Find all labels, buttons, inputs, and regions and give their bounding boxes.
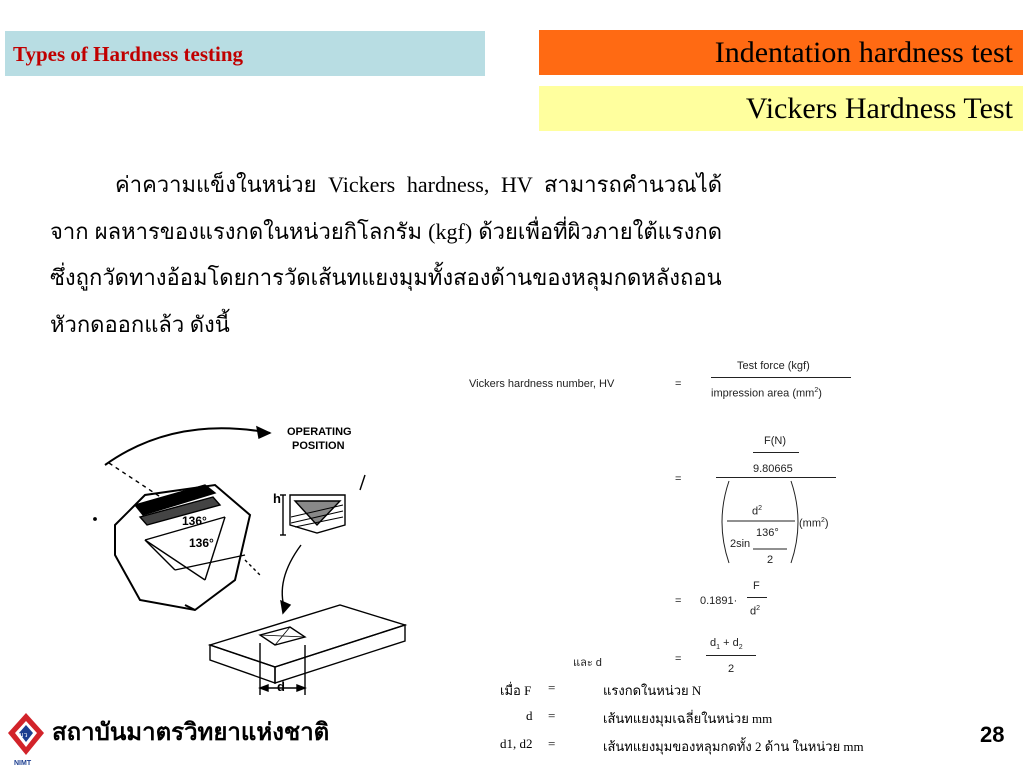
- formula-f4-num: d: [710, 637, 717, 649]
- formula-f1-sup: 2: [814, 387, 819, 394]
- rotation-arc: [105, 428, 270, 465]
- formula-f3-den: d: [750, 605, 757, 618]
- body-paragraph: ค่าความแข็งในหน่วย Vickers hardness, HV สามารถคำนวณได้จาก ผลหารของแรงกดในหน่วยกิโลกรัม (kgf) ด้วยเพื่อที่ผิวภายใต้แรงกด ซึ่งถูกวัดทางอ้อมโดยการวัดเส้นทแยงมุมทั้งสองด้านของหลุมกดหลังถอนหัวกดออกแล้ว ดังนี้: [50, 172, 722, 337]
- formula-f4-bar: [706, 655, 756, 656]
- topic-banner: [539, 30, 1023, 75]
- specimen-top: [210, 605, 405, 667]
- formula-f2-close: ): [824, 517, 829, 530]
- page-number: 28: [980, 722, 1005, 747]
- formula-f2-angle: 136°: [756, 527, 779, 539]
- definition-symbol: d1, d2: [500, 736, 533, 751]
- formula-f2-conv: 9.80665: [753, 463, 793, 475]
- definition-desc: แรงกดในหน่วย N: [603, 683, 702, 698]
- formula-f1-den: impression area (mm: [711, 387, 815, 400]
- hv-formula: [460, 355, 880, 685]
- section-title: Types of Hardness testing: [13, 42, 244, 66]
- h-label: h: [273, 491, 281, 506]
- angle-label-1: 136°: [182, 514, 207, 528]
- formula-f4-den: 2: [728, 663, 735, 675]
- formula-f1-close: ): [818, 387, 822, 400]
- vickers-indenter-diagram: [85, 405, 425, 710]
- definition-eq: =: [548, 680, 556, 695]
- formula-f2-sin: 2sin: [730, 538, 751, 550]
- formula-f3-bar: [747, 597, 767, 598]
- formula-f4-plus: + d: [723, 637, 739, 649]
- logo-text: มว: [19, 731, 28, 739]
- formula-f3-sup: 2: [756, 605, 761, 612]
- formula-f2-two: 2: [767, 554, 774, 566]
- definition-eq: =: [548, 708, 556, 723]
- definition-desc: เส้นทแยงมุมเฉลี่ยในหน่วย mm: [603, 711, 773, 726]
- formula-f2-top: F(N): [764, 435, 786, 447]
- definition-eq: =: [548, 736, 556, 751]
- formula-f2-d: d: [752, 505, 759, 518]
- topic-title: Indentation hardness test: [714, 36, 1013, 69]
- formula-f1-num: Test force (kgf): [737, 360, 810, 372]
- formula-lhs: Vickers hardness number, HV: [469, 378, 615, 390]
- d-label: d: [277, 679, 285, 694]
- angle-label-2: 136°: [189, 536, 214, 550]
- formula-f2-d-sup: 2: [758, 505, 763, 512]
- logo-caption: NIMT: [14, 760, 32, 767]
- formula-eq-2: =: [675, 473, 682, 485]
- formula-f2-unit-sup: 2: [821, 517, 825, 524]
- definition-symbol: d: [526, 708, 533, 723]
- definition-symbol: เมื่อ F: [500, 683, 532, 698]
- formula-f2-parens: [715, 477, 865, 567]
- operating-label-1: OPERATING: [287, 426, 352, 438]
- nimt-logo-icon: [6, 711, 46, 768]
- indenter-body: [115, 485, 250, 610]
- formula-f4-sub1: 1: [716, 644, 721, 652]
- formula-f2-unit: (mm: [799, 517, 821, 530]
- formula-f2-bar-top: [753, 452, 799, 453]
- formula-eq-4: =: [675, 653, 682, 665]
- formula-eq-3: =: [675, 595, 682, 607]
- operating-label-2: POSITION: [292, 440, 345, 452]
- formula-and-label: และ d: [573, 657, 602, 669]
- subtopic-banner: [539, 86, 1023, 131]
- formula-f4-sub2: 2: [738, 644, 743, 652]
- definition-desc: เส้นทแยงมุมของหลุมกดทั้ง 2 ด้าน ในหน่วย mm: [603, 739, 864, 754]
- formula-f1-bar: [711, 377, 851, 378]
- formula-f3-coef: 0.1891·: [700, 595, 738, 607]
- institute-name: สถาบันมาตรวิทยาแห่งชาติ: [52, 718, 330, 746]
- formula-f3-num: F: [753, 580, 760, 592]
- formula-eq-1: =: [675, 378, 682, 390]
- subtopic-title: Vickers Hardness Test: [745, 92, 1013, 125]
